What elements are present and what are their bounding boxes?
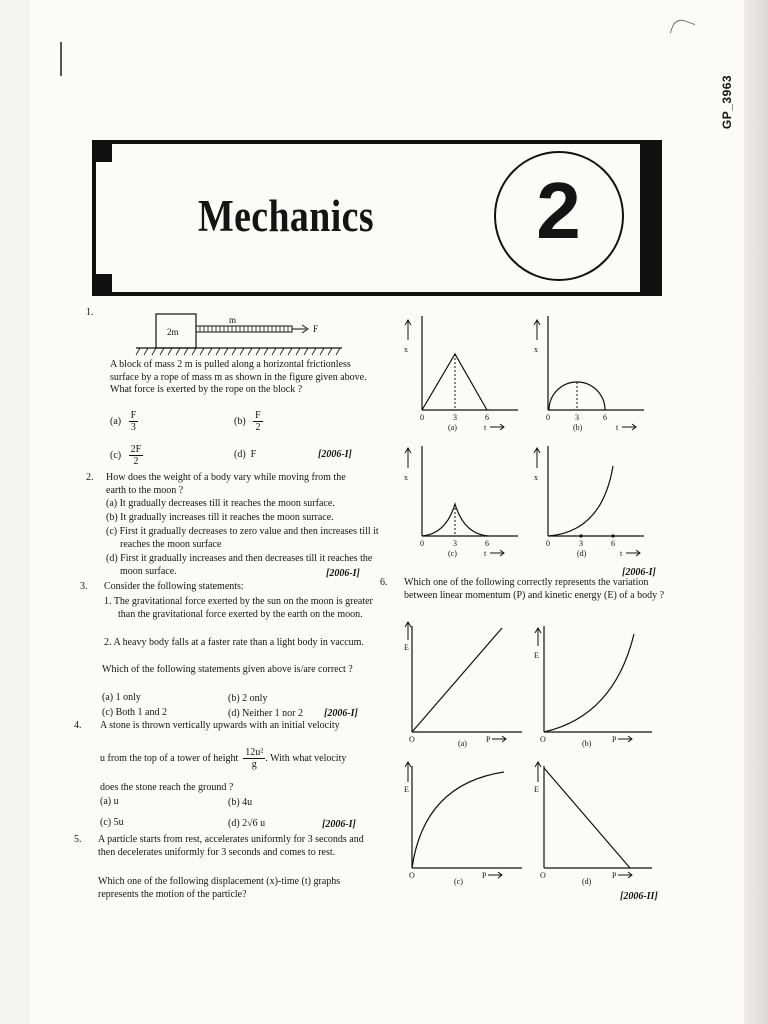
q5-graph-c: [396, 440, 526, 565]
svg-text:3: 3: [575, 413, 579, 422]
q1-option-a: (a) $\frac{F}{3}$: [110, 410, 137, 433]
svg-text:3: 3: [453, 413, 457, 422]
svg-text:E: E: [534, 785, 539, 794]
q5-graph-b: [522, 310, 652, 435]
svg-text:0: 0: [420, 413, 424, 422]
question-4-text-b: u from the top of a tower of height $\frac{\text{12u²}}{g}$ . With what velocity: [100, 747, 347, 770]
svg-text:(d): (d): [582, 877, 592, 886]
svg-text:P: P: [612, 735, 617, 744]
q5-graph-d: [522, 440, 652, 565]
question-5-prompt: Which one of the following displacement (x)-time (t) graphs represents the motion of the particle?: [98, 876, 341, 900]
svg-text:E: E: [404, 643, 409, 652]
svg-text:P: P: [482, 871, 487, 880]
question-4-text-a: A stone is thrown vertically upwards with an initial velocity: [100, 720, 340, 731]
svg-text:t: t: [616, 423, 619, 432]
q4-option-a: (a) u: [100, 796, 119, 807]
question-5-number: 5.: [74, 834, 82, 845]
svg-text:E: E: [404, 785, 409, 794]
q6-year: [2006-II]: [620, 891, 658, 902]
question-3-number: 3.: [80, 581, 88, 592]
block-label: 2m: [167, 327, 179, 337]
q3-prompt: Which of the following statements given above is/are correct ?: [102, 664, 353, 675]
q3-statement-2: 2. A heavy body falls at a faster rate than a light body in vaccum.: [104, 637, 364, 648]
svg-text:6: 6: [485, 539, 489, 548]
question-1-text: A block of mass 2 m is pulled along a horizontal frictionless surface by a rope of mass m as shown in the figure given above. What force is exerted by the rope on the block ?: [110, 359, 367, 396]
svg-text:x: x: [534, 345, 538, 354]
svg-text:(c): (c): [454, 877, 463, 886]
chapter-banner: [92, 140, 662, 296]
chapter-number: 2: [536, 166, 581, 255]
question-2-text: How does the weight of a body vary while moving from the earth to the moon ?: [106, 472, 346, 496]
q3-option-d: (d) Neither 1 nor 2: [228, 708, 303, 719]
q2-option-b: (b) It gradually increases till it reaches the moon surrace.: [106, 512, 334, 523]
svg-text:6: 6: [485, 413, 489, 422]
q6-graph-d: [526, 756, 658, 892]
q2-year: [2006-I]: [326, 568, 360, 579]
question-4-number: 4.: [74, 720, 82, 731]
rope-hatching: [200, 326, 288, 332]
question-5-text: A particle starts from rest, accelerates uniformly for 3 seconds and then decelerates uniformly for 3 seconds and comes to rest.: [98, 834, 364, 858]
question-6-text: Which one of the following correctly represents the variation between linear momentum (P) and kinetic energy (E) of a body ?: [404, 577, 665, 601]
q5-year: [2006-I]: [622, 567, 656, 578]
svg-text:0: 0: [546, 413, 550, 422]
svg-text:6: 6: [611, 539, 615, 548]
chapter-number-badge: [494, 151, 624, 281]
q2-option-c: (c) First it gradually decreases to zero value and then increases till it reaches the moon surface: [106, 526, 379, 550]
svg-text:x: x: [534, 473, 538, 482]
svg-text:(b): (b): [573, 423, 583, 432]
svg-text:0: 0: [420, 539, 424, 548]
svg-text:t: t: [620, 549, 623, 558]
svg-text:(c): (c): [448, 549, 457, 558]
q1-option-c: (c) $\frac{2F}{2}$: [110, 444, 142, 467]
q3-year: [2006-I]: [324, 708, 358, 719]
svg-text:t: t: [484, 423, 487, 432]
svg-text:0: 0: [546, 539, 550, 548]
q1-option-d: (d) F: [234, 449, 257, 460]
q2-option-d: (d) First it gradually increases and then decreases till it reaches the moon surface.: [106, 553, 373, 577]
q5-graph-a: [396, 310, 526, 435]
q4-option-b: (b) 4u: [228, 797, 253, 808]
ground-hatching: [136, 348, 340, 355]
page-edge-shadow: [744, 0, 768, 1024]
svg-text:O: O: [540, 871, 546, 880]
svg-text:x: x: [404, 473, 408, 482]
q1-year: [2006-I]: [318, 449, 352, 460]
svg-text:P: P: [486, 735, 491, 744]
svg-text:O: O: [540, 735, 546, 744]
document-code: GP_3963: [720, 74, 735, 130]
svg-text:(d): (d): [577, 549, 587, 558]
svg-text:6: 6: [603, 413, 607, 422]
question-3-text: Consider the following statements:: [104, 581, 244, 592]
q3-statement-1: 1. The gravitational force exerted by the sun on the moon is greater than the gravitational force exerted by the earth on the moon.: [104, 596, 373, 620]
svg-text:P: P: [612, 871, 617, 880]
svg-text:x: x: [404, 345, 408, 354]
question-2-number: 2.: [86, 472, 94, 483]
q3-option-c: (c) Both 1 and 2: [102, 707, 167, 718]
q6-graph-b: [526, 616, 658, 752]
svg-text:t: t: [484, 549, 487, 558]
svg-text:3: 3: [453, 539, 457, 548]
svg-text:(b): (b): [582, 739, 592, 748]
block-rope-figure: [130, 310, 360, 360]
rope-mass-label: m: [229, 315, 237, 325]
q2-option-a: (a) It gradually decreases till it reaches the moon surface.: [106, 498, 335, 509]
svg-text:(a): (a): [448, 423, 457, 432]
q3-option-a: (a) 1 only: [102, 692, 141, 703]
svg-text:O: O: [409, 871, 415, 880]
force-label: F: [313, 324, 319, 334]
q1-option-b: (b) $\frac{F}{2}$: [234, 410, 261, 433]
question-4-text-d: does the stone reach the ground ?: [100, 782, 234, 793]
q4-option-d: (d) 2√6 u: [228, 818, 266, 829]
svg-text:O: O: [409, 735, 415, 744]
margin-pen-mark: [60, 42, 62, 76]
svg-text:(a): (a): [458, 739, 467, 748]
question-1-number: 1.: [86, 307, 94, 318]
svg-text:3: 3: [579, 539, 583, 548]
chapter-title: Mechanics: [198, 191, 374, 241]
svg-text:E: E: [534, 651, 539, 660]
q6-graph-c: [396, 756, 528, 892]
question-6-number: 6.: [380, 577, 388, 588]
q6-graph-a: [396, 616, 528, 752]
q4-year: [2006-I]: [322, 819, 356, 830]
q4-option-c: (c) 5u: [100, 817, 124, 828]
q3-option-b: (b) 2 only: [228, 693, 268, 704]
